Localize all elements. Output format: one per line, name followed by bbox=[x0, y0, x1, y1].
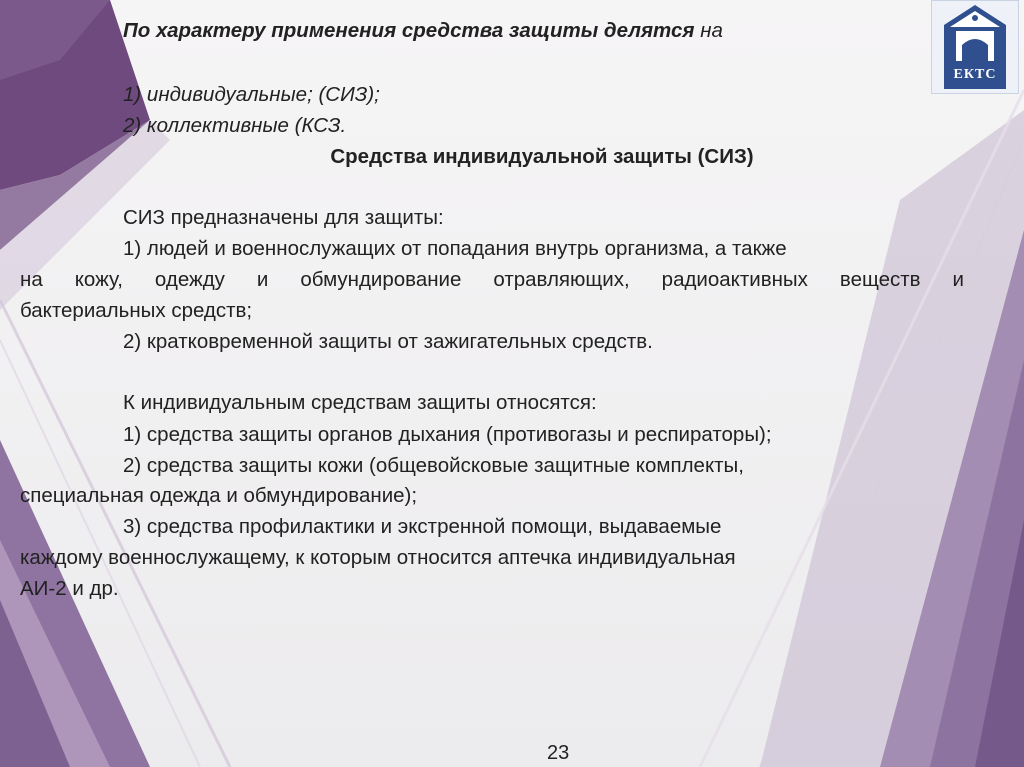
para2-line-4: 3) средства профилактики и экстренной помощи, выдаваемые bbox=[123, 515, 722, 538]
intro-line bbox=[123, 17, 723, 45]
para2-intro: К индивидуальным средствам защиты относятся: bbox=[123, 391, 597, 414]
para2-line-6: АИ-2 и др. bbox=[20, 577, 119, 600]
logo-text: ЕКТС bbox=[953, 67, 997, 82]
para2-line-2: 2) средства защиты кожи (общевойсковые защитные комплекты, bbox=[123, 454, 744, 477]
list-item-2: 2) коллективные (КСЗ. bbox=[123, 114, 347, 137]
para2-line-1: 1) средства защиты органов дыхания (противогазы и респираторы); bbox=[123, 423, 772, 446]
intro-bold: По характеру применения средства защиты делятся bbox=[123, 19, 695, 42]
intro-tail: на bbox=[694, 19, 723, 42]
para2-line-5: каждому военнослужащему, к которым относится аптечка индивидуальная bbox=[20, 546, 736, 569]
para1-line-2: на кожу, одежду и обмундирование отравляющих, радиоактивных веществ и bbox=[20, 268, 964, 291]
list-item-1: 1) индивидуальные; (СИЗ); bbox=[123, 83, 380, 106]
para1-line-3: бактериальных средств; bbox=[20, 299, 253, 322]
section-heading: Средства индивидуальной защиты (СИЗ) bbox=[330, 145, 754, 168]
college-logo bbox=[931, 0, 1019, 94]
para1-line-4: 2) кратковременной защиты от зажигательных средств. bbox=[123, 330, 653, 353]
para1-line-1: 1) людей и военнослужащих от попадания внутрь организма, а также bbox=[123, 237, 787, 260]
page-number: 23 bbox=[547, 742, 570, 764]
para1-intro: СИЗ предназначены для защиты: bbox=[123, 206, 444, 229]
para2-line-3: специальная одежда и обмундирование); bbox=[20, 484, 418, 507]
